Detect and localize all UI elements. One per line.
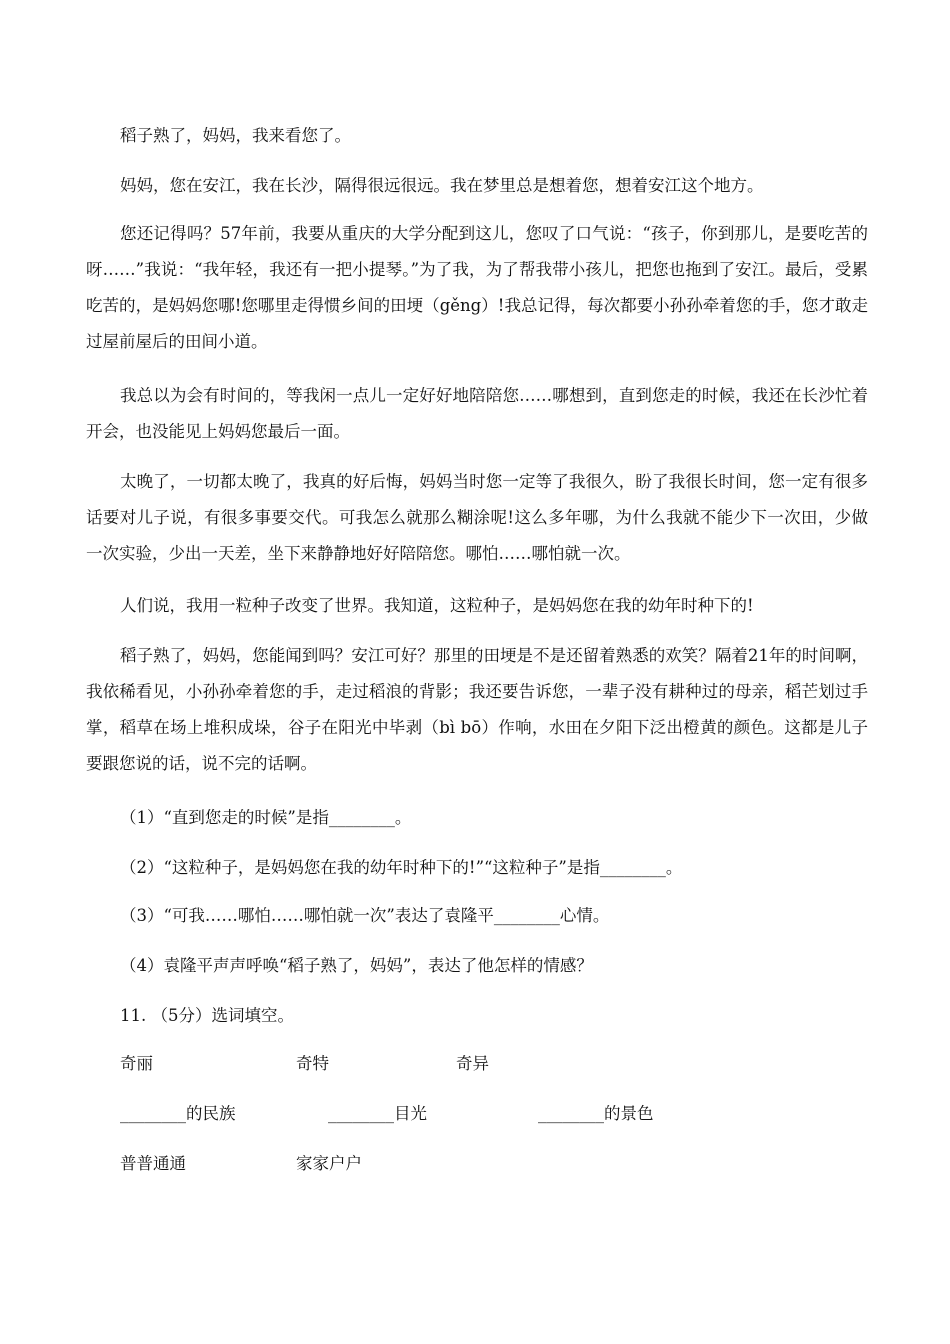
question-2: （2）“这粒种子，是妈妈您在我的幼年时种下的!”“这粒种子”是指________。 [120,858,683,877]
word-choice-5: 家家户户 [296,1154,362,1173]
passage-paragraph-1: 稻子熟了，妈妈，我来看您了。 [120,126,351,145]
passage-paragraph-3: 您还记得吗？57年前，我要从重庆的大学分配到这儿，您叹了口气说：“孩子，你到那儿，是要吃苦的呀……”我说：“我年轻，我还有一把小提琴。”为了我，为了帮我带小孩儿，把您也拖到了安江。最后，受累吃苦的，是妈妈您哪!您哪里走得惯乡间的田埂（gěng）!我总记得，每次都要小孙孙牵着您的手，您才敢走过屋前屋后的田间小道。 [86,224,868,351]
passage-paragraph-7: 稻子熟了，妈妈，您能闻到吗？安江可好？那里的田埂是不是还留着熟悉的欢笑？隔着21年的时间啊，我依稀看见，小孙孙牵着您的手，走过稻浪的背影；我还要告诉您，一辈子没有耕种过的母亲，稻芒划过手掌，稻草在场上堆积成垛，谷子在阳光中毕剥（bì bō）作响，水田在夕阳下泛出橙黄的颜色。这都是儿子要跟您说的话，说不完的话啊。 [86,646,868,773]
word-choice-4: 普普通通 [120,1154,186,1173]
fill-in-blank-2: ________目光 [328,1104,427,1123]
passage-paragraph-5: 太晚了，一切都太晚了，我真的好后悔，妈妈当时您一定等了我很久，盼了我很长时间，您一定有很多话要对儿子说，有很多事要交代。可我怎么就那么糊涂呢!这么多年哪，为什么我就不能少下一次田，少做一次实验，少出一天差，坐下来静静地好好陪陪您。哪怕……哪怕就一次。 [86,472,868,563]
passage-paragraph-6: 人们说，我用一粒种子改变了世界。我知道，这粒种子，是妈妈您在我的幼年时种下的! [120,596,754,615]
question-4: （4）袁隆平声声呼唤“稻子熟了，妈妈”，表达了他怎样的情感？ [120,956,593,975]
word-choice-3: 奇异 [456,1054,489,1073]
passage-paragraph-2: 妈妈，您在安江，我在长沙，隔得很远很远。我在梦里总是想着您，想着安江这个地方。 [120,176,764,195]
question-1: （1）“直到您走的时候”是指________。 [120,808,412,827]
word-choice-2: 奇特 [296,1054,329,1073]
passage-paragraph-4: 我总以为会有时间的，等我闲一点儿一定好好地陪陪您……哪想到，直到您走的时候，我还在长沙忙着开会，也没能见上妈妈您最后一面。 [86,386,868,441]
fill-in-blank-1: ________的民族 [120,1104,236,1123]
section-11-heading: 11. （5分）选词填空。 [120,1006,294,1025]
fill-in-blank-3: ________的景色 [538,1104,654,1123]
question-3: （3）“可我……哪怕……哪怕就一次”表达了袁隆平________心情。 [120,906,610,925]
word-choice-1: 奇丽 [120,1054,153,1073]
